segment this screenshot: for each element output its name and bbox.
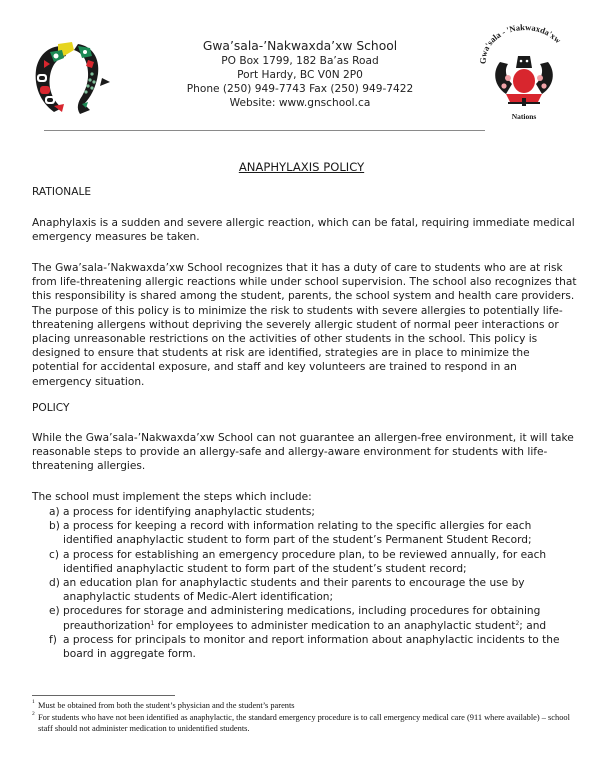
crest-nations-text: Nations (511, 112, 537, 121)
steps-list (32, 505, 577, 661)
policy-heading: POLICY (32, 402, 70, 414)
step-item (32, 576, 577, 604)
step-marker: e) (49, 605, 60, 618)
school-phone-fax: Phone (250) 949-7743 Fax (250) 949-7422 (186, 83, 414, 95)
footnote-ref[interactable]: 1 (150, 619, 155, 627)
nations-crest-icon (478, 24, 570, 122)
step-marker: d) (49, 577, 60, 590)
step-marker: a) (49, 506, 60, 518)
school-logo-left (28, 38, 116, 118)
policy-paragraph-1: While the Gwa’sala-’Nakwaxda’xw School can not guarantee an allergen-free environment, it will take reasonable steps to provide an allergy-safe and allergy-aware environment for students with life-threatening allergies. (32, 432, 574, 473)
footnotes (32, 700, 572, 735)
step-item (32, 548, 577, 576)
step-marker: f) (49, 633, 57, 646)
steps-intro: The school must implement the steps which include: (32, 491, 312, 503)
letterhead-divider (44, 130, 485, 131)
footnote-text: For students who have not been identified as anaphylactic, the standard emergency procedure is to call emergency medical care (911 where available) – school staff should not administer medication to unidentified students. (38, 712, 570, 733)
school-address: PO Box 1799, 182 Ba’as Road (221, 55, 379, 67)
rationale-paragraph-2: The Gwa’sala-’Nakwaxda’xw School recognizes that it has a duty of care to students who are at risk from life-threatening allergic reactions while under school supervision. The school also recognizes that this responsibility is shared among the student, parents, the school system and health care providers. The purpose of this policy is to minimize the risk to students with severe allergies to potentially life-threatening allergens without depriving the severely allergic student of normal peer interactions or placing unreasonable restrictions on the activities of other students in the school. This policy is designed to ensure that students at risk are identified, strategies are in place to minimize the potential for accidental exposure, and staff and key volunteers are trained to respond in an emergency situation. (32, 262, 577, 388)
step-text: an education plan for anaphylactic students and their parents to encourage the use by anaphylactic students of Medic-Alert identification; (63, 577, 525, 604)
step-item (32, 519, 577, 547)
step-text: a process for principals to monitor and report information about anaphylactic incidents to the board in aggregate form. (63, 633, 560, 661)
step-item (32, 604, 577, 632)
step-item (32, 505, 577, 519)
footnote-1: 1 Must be obtained from both the student’s physician and the student’s parents (32, 699, 295, 710)
nations-crest-logo (478, 24, 570, 122)
school-website: Website: www.gnschool.ca (229, 97, 371, 109)
crest-arc-text: Gwa'sala - 'Nakwaxda'xw (478, 24, 564, 65)
school-city: Port Hardy, BC V0N 2P0 (237, 69, 363, 81)
step-text: for employees to administer medication to an anaphylactic student (154, 619, 516, 632)
footnote-2: 2 For students who have not been identified as anaphylactic, the standard emergency procedure is to call emergency medical care (911 where available) – school staff should not administer medication to unidentified students. (32, 710, 570, 733)
footnote-ref[interactable]: 2 (515, 619, 520, 627)
document-title-text: ANAPHYLAXIS POLICY (238, 160, 365, 174)
formline-serpent-icon (28, 38, 116, 118)
step-marker: c) (49, 548, 59, 561)
footnote-divider (32, 695, 175, 696)
rationale-heading: RATIONALE (32, 186, 92, 198)
school-name: Gwa’sala-’Nakwaxda’xw School (202, 39, 398, 53)
step-text: a process for establishing an emergency procedure plan, to be reviewed annually, for each identified anaphylactic student to form part of the student’s student record; (63, 548, 547, 575)
step-item (32, 633, 577, 661)
step-text: procedures for storage and administering medications, including procedures for obtaining preauthorization (63, 605, 541, 632)
letterhead (150, 38, 450, 110)
step-text: a process for keeping a record with information relating to the specific allergies for each identified anaphylactic student to form part of the student’s Permanent Student Record; (63, 520, 532, 547)
step-text: a process for identifying anaphylactic students; (63, 506, 315, 518)
document-title (0, 160, 603, 174)
rationale-paragraph-1: Anaphylaxis is a sudden and severe allergic reaction, which can be fatal, requiring immediate medical emergency measures be taken. (32, 217, 575, 244)
step-text: ; and (519, 619, 547, 632)
step-marker: b) (49, 520, 60, 533)
footnote-text: Must be obtained from both the student’s physician and the student’s parents (38, 701, 295, 710)
